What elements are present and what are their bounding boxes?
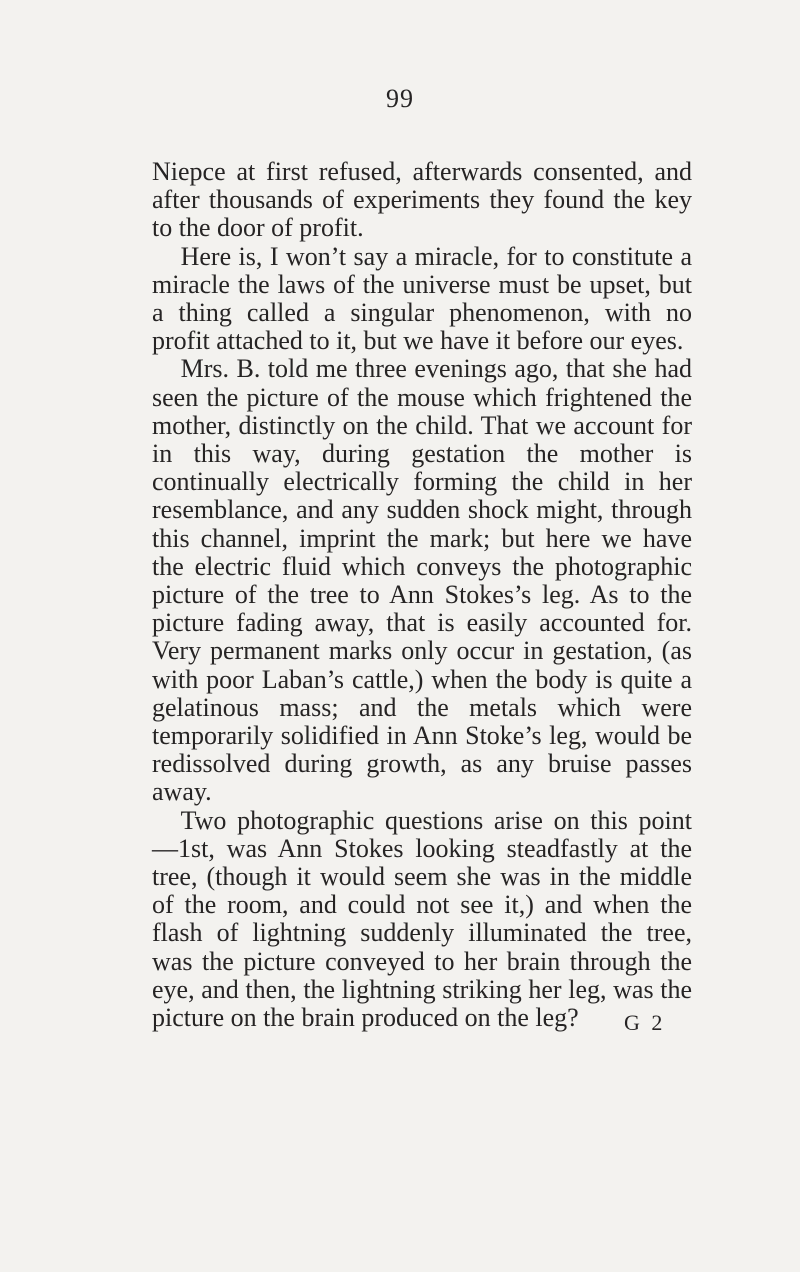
- body-text: [152, 158, 692, 1032]
- paragraph: Mrs. B. told me three evenings ago, that she had seen the picture of the mouse which frightened the mother, distinctly on the child. That we account for in this way, during gestation the mother is continually electrically forming the child in her resemblance, and any sudden shock might, through this channel, imprint the mark; but here we have the electric fluid which conveys the photographic picture of the tree to Ann Stokes’s leg. As to the picture fading away, that is easily accounted for. Very permanent marks only occur in gestation, (as with poor Laban’s cattle,) when the body is quite a gelatinous mass; and the metals which were temporarily solidified in Ann Stoke’s leg, would be redissolved during growth, as any bruise passes away.: [152, 354, 692, 807]
- paragraph: Here is, I won’t say a miracle, for to constitute a miracle the laws of the universe must be upset, but a thing called a singular phenomenon, with no profit attached to it, but we have it before our eyes.: [152, 241, 692, 356]
- page-number: 99: [386, 84, 414, 113]
- signature-mark: G 2: [624, 1010, 666, 1035]
- paragraph: Two photographic questions arise on this point—1st, was Ann Stokes looking steadfastly at the tree, (though it would seem she was in the middle of the room, and could not see it,) and when the flash of lightning suddenly illuminated the tree, was the picture conveyed to her brain through the eye, and then, the lightning striking her leg, was the picture on the brain produced on the leg?: [152, 805, 692, 1033]
- paragraph: Niepce at first refused, afterwards consented, and after thousands of experiments they found the key to the door of profit.: [152, 157, 692, 243]
